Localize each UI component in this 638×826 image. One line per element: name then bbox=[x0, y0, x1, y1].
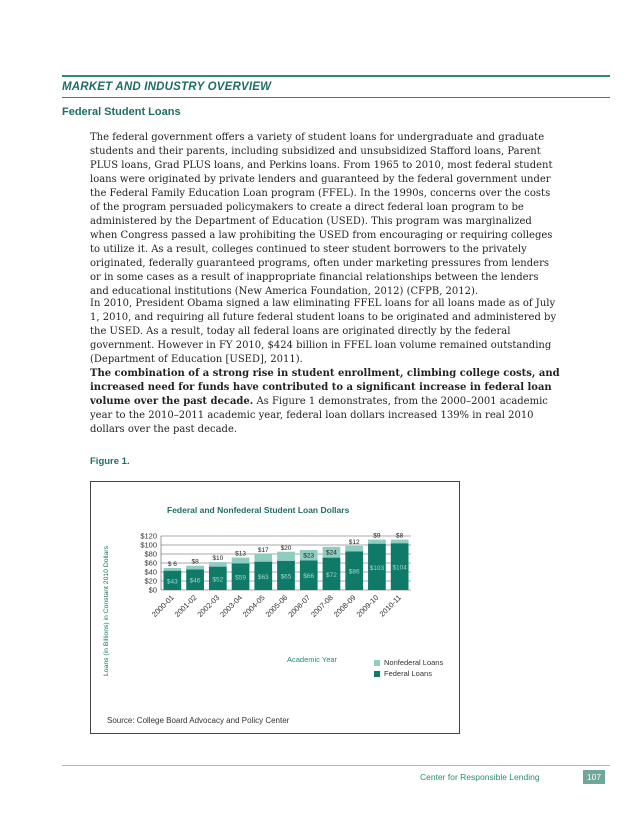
section-title: MARKET AND INDUSTRY OVERVIEW bbox=[62, 81, 272, 93]
y-tick-label: $60 bbox=[144, 558, 157, 568]
legend-item-nonfederal bbox=[374, 657, 443, 668]
legend-swatch-federal bbox=[374, 671, 380, 677]
x-tick-label: 2003-04 bbox=[218, 593, 244, 619]
data-label-nonfederal: $8 bbox=[396, 532, 404, 540]
figure-source: Source: College Board Advocacy and Policy Center bbox=[107, 716, 290, 725]
section-rule bbox=[62, 75, 610, 77]
y-tick-label: $40 bbox=[144, 567, 157, 577]
subsection-title: Federal Student Loans bbox=[62, 106, 181, 118]
data-label-nonfederal: $17 bbox=[257, 547, 269, 554]
paragraph-3-bold: The combination of a strong rise in student enrollment, climbing college costs, and increased need for funds have contributed to a significant increase in federal loan volume over the past decade. bbox=[90, 368, 560, 407]
x-tick-label: 2008-09 bbox=[331, 593, 358, 619]
data-label-federal: $86 bbox=[348, 568, 360, 576]
legend-label-nonfederal: Nonfederal Loans bbox=[384, 658, 444, 667]
data-label-nonfederal: $ 6 bbox=[167, 560, 177, 568]
data-label-nonfederal: $10 bbox=[212, 555, 224, 563]
x-tick-label: 2004-05 bbox=[240, 593, 267, 619]
data-label-federal: $103 bbox=[369, 564, 385, 572]
data-label-federal: $52 bbox=[212, 576, 224, 584]
paragraph-3-rest: As Figure 1 demonstrates, from the 2000–2001 academic year to the 2010–2011 academic year, federal loan dollars increased 139% in real 2010 dollars over the past decade. bbox=[90, 396, 548, 435]
chart-svg bbox=[91, 482, 459, 733]
data-label-nonfederal: $12 bbox=[348, 538, 360, 546]
data-label-federal: $46 bbox=[189, 577, 201, 585]
y-tick-label: $20 bbox=[144, 576, 157, 586]
y-tick-label: $100 bbox=[140, 540, 157, 550]
paragraph-1: The federal government offers a variety of student loans for undergraduate and graduate students and their parents, including subsidized and unsubsidized Stafford loans, Parent PLUS loans, Grad PLUS loans, and Perkins loans. From 1965 to 2010, most federal student loans were originated by private lenders and guaranteed by the federal government under the Federal Family Education Loan program (FFEL). In the 1990s, concerns over the costs of the program persuaded policymakers to create a direct federal loan program to be administered by the Department of Education (USED). This program was marginalized when Congress passed a law prohibiting the USED from encouraging or requiring colleges to utilize it. As a result, colleges continued to steer student borrowers to the privately originated, federally guaranteed programs, often under marketing pressures from lenders or in some cases as a result of inappropriate financial relationships between the lenders and educational institutions (New America Foundation, 2012) (CFPB, 2012). bbox=[90, 132, 553, 297]
x-tick-label: 2005-06 bbox=[263, 593, 290, 619]
data-label-nonfederal: $13 bbox=[235, 550, 246, 558]
legend-label-federal: Federal Loans bbox=[384, 669, 432, 678]
data-label-federal: $66 bbox=[303, 573, 315, 581]
y-tick-label: $120 bbox=[140, 531, 157, 541]
y-tick-label: $0 bbox=[148, 585, 157, 595]
data-label-nonfederal: $24 bbox=[326, 549, 337, 557]
footer-org: Center for Responsible Lending bbox=[420, 772, 540, 782]
legend-item-federal bbox=[374, 668, 443, 679]
data-label-nonfederal: $9 bbox=[373, 532, 381, 540]
page-number: 107 bbox=[583, 770, 605, 784]
figure-box bbox=[90, 481, 460, 734]
x-tick-label: 2001-02 bbox=[172, 593, 199, 619]
paragraph-3 bbox=[90, 367, 560, 437]
legend-swatch-nonfederal bbox=[374, 660, 380, 666]
bar-nonfederal bbox=[277, 552, 295, 561]
bar-nonfederal bbox=[391, 540, 409, 544]
x-tick-label: 2009-10 bbox=[354, 593, 381, 619]
data-label-federal: $59 bbox=[235, 574, 246, 582]
bar-nonfederal bbox=[345, 546, 363, 551]
x-tick-label: 2000-01 bbox=[149, 593, 176, 619]
footer-rule bbox=[62, 765, 610, 766]
x-tick-label: 2010-11 bbox=[377, 593, 404, 619]
x-axis-title: Academic Year bbox=[287, 655, 338, 664]
y-tick-label: $80 bbox=[144, 549, 157, 559]
data-label-nonfederal: $20 bbox=[280, 544, 292, 552]
x-tick-label: 2002-03 bbox=[195, 593, 222, 619]
bar-nonfederal bbox=[186, 566, 204, 570]
paragraph-2: In 2010, President Obama signed a law eliminating FFEL loans for all loans made as of July 1, 2010, and requiring all future federal student loans to be originated and administered by the USED. As a result, today all federal loans are originated directly by the federal government. However in FY 2010, $424 billion in FFEL loan volume remained outstanding (Department of Education [USED], 2011). bbox=[90, 298, 557, 365]
data-label-federal: $72 bbox=[326, 571, 337, 579]
bar-nonfederal bbox=[232, 558, 250, 564]
figure-label: Figure 1. bbox=[90, 456, 130, 467]
legend bbox=[374, 657, 443, 679]
bar-nonfederal bbox=[368, 540, 386, 544]
data-label-federal: $63 bbox=[257, 573, 269, 581]
data-label-nonfederal: $8 bbox=[191, 558, 199, 566]
data-label-federal: $104 bbox=[392, 564, 407, 572]
x-tick-label: 2006-07 bbox=[286, 593, 313, 619]
section-subrule bbox=[62, 97, 610, 98]
data-label-federal: $65 bbox=[280, 573, 292, 581]
y-axis-title: Loans (in Billions) in Constant 2010 Dollars bbox=[103, 546, 110, 676]
data-label-federal: $43 bbox=[166, 578, 178, 586]
bar-nonfederal bbox=[164, 568, 182, 571]
bar-nonfederal bbox=[254, 554, 272, 562]
chart-title: Federal and Nonfederal Student Loan Dollars bbox=[167, 505, 350, 515]
bar-nonfederal bbox=[209, 562, 227, 567]
x-tick-label: 2007-08 bbox=[309, 593, 335, 619]
data-label-nonfederal: $23 bbox=[303, 552, 315, 560]
